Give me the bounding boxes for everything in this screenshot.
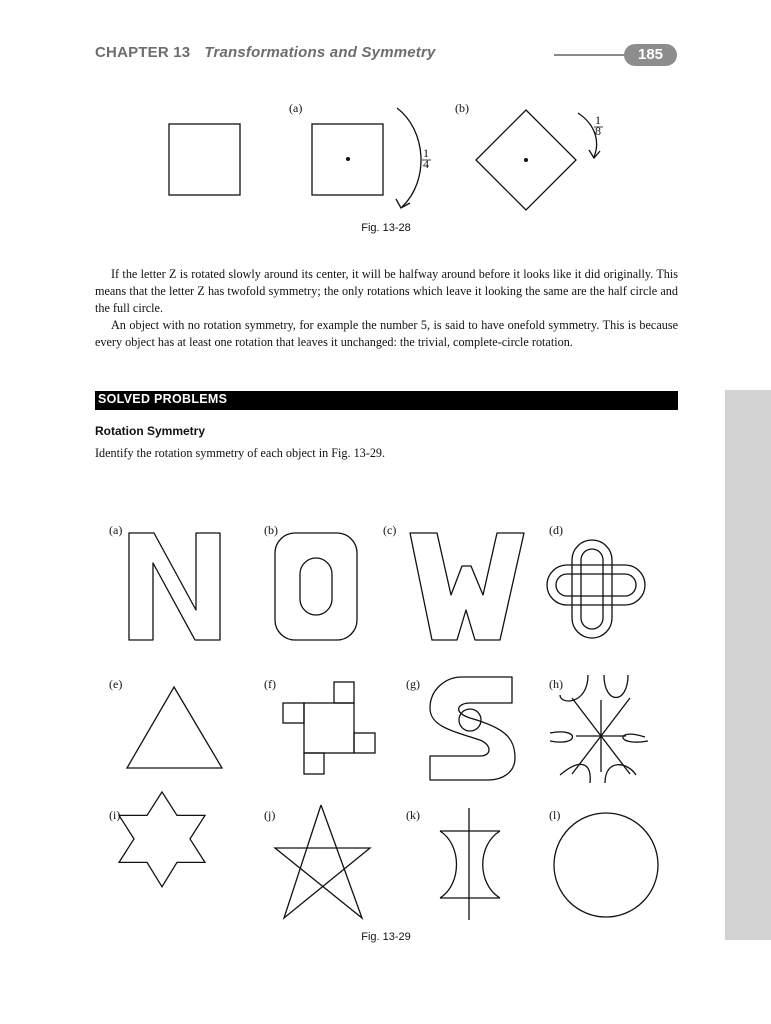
fraction-a-den: 4 — [423, 157, 429, 171]
figure-13-28 — [0, 0, 771, 240]
fig28-label-b: (b) — [455, 101, 469, 115]
square-plain — [169, 124, 240, 195]
fig29-label-h: (h) — [549, 677, 563, 691]
shape-letter-w — [410, 533, 524, 640]
paragraph-2: An object with no rotation symmetry, for example the number 5, is said to have onefold symmetry. This is because every object has at least one rotation that leaves it unchanged: the trivial, complete-circle rotation. — [95, 318, 678, 349]
shape-celtic-knot — [547, 540, 645, 638]
figure-13-29 — [0, 500, 771, 950]
solved-problems-title: SOLVED PROBLEMS — [98, 392, 228, 406]
section-heading: Rotation Symmetry — [95, 424, 206, 438]
shape-square-with-tabs — [283, 682, 375, 774]
shape-letter-n — [129, 533, 220, 640]
rotation-arrow-quarter — [397, 108, 421, 207]
fig29-label-k: (k) — [406, 808, 420, 822]
shape-triangle — [127, 687, 222, 768]
shape-arc-star — [550, 675, 648, 783]
shape-letter-s — [430, 677, 515, 780]
fig29-label-a: (a) — [109, 523, 123, 537]
fig29-label-g: (g) — [406, 677, 420, 691]
shape-circle — [554, 813, 658, 917]
fig29-label-f: (f) — [264, 677, 276, 691]
fig29-label-b: (b) — [264, 523, 278, 537]
problem-statement: Identify the rotation symmetry of each object in Fig. 13-29. — [95, 446, 386, 460]
fraction-b-den: 8 — [595, 124, 601, 138]
fig29-label-i: (i) — [109, 808, 121, 822]
paragraph-1: If the letter Z is rotated slowly around its center, it will be halfway around before it looks like it did originally. This means that the letter Z has twofold symmetry; the only rotations which leave it looking the same are the half circle and the full circle. — [95, 267, 678, 315]
solved-problems-banner — [95, 391, 678, 410]
fig29-label-l: (l) — [549, 808, 561, 822]
shape-letter-o-inner — [300, 558, 332, 615]
body-text — [95, 266, 678, 351]
fig29-caption: Fig. 13-29 — [361, 931, 411, 943]
shape-letter-o-outer — [275, 533, 357, 640]
fig29-label-d: (d) — [549, 523, 563, 537]
fig28-caption: Fig. 13-28 — [361, 222, 411, 234]
chapter-label: CHAPTER 13 — [95, 44, 191, 61]
fig29-label-e: (e) — [109, 677, 123, 691]
fraction-a-num: 1 — [423, 146, 429, 160]
shape-pentagram — [275, 805, 370, 918]
rotation-arrow-eighth — [578, 113, 597, 157]
chapter-title: Transformations and Symmetry — [204, 44, 436, 61]
fig28-label-a: (a) — [289, 101, 303, 115]
center-dot-b — [524, 158, 528, 162]
page-number-badge: 185 — [624, 44, 677, 66]
shape-six-point-star — [119, 792, 205, 887]
center-dot-a — [346, 157, 350, 161]
fig29-label-j: (j) — [264, 808, 276, 822]
shape-cross-with-arcs — [440, 808, 500, 920]
fig29-label-c: (c) — [383, 523, 397, 537]
fraction-b-num: 1 — [595, 113, 601, 127]
